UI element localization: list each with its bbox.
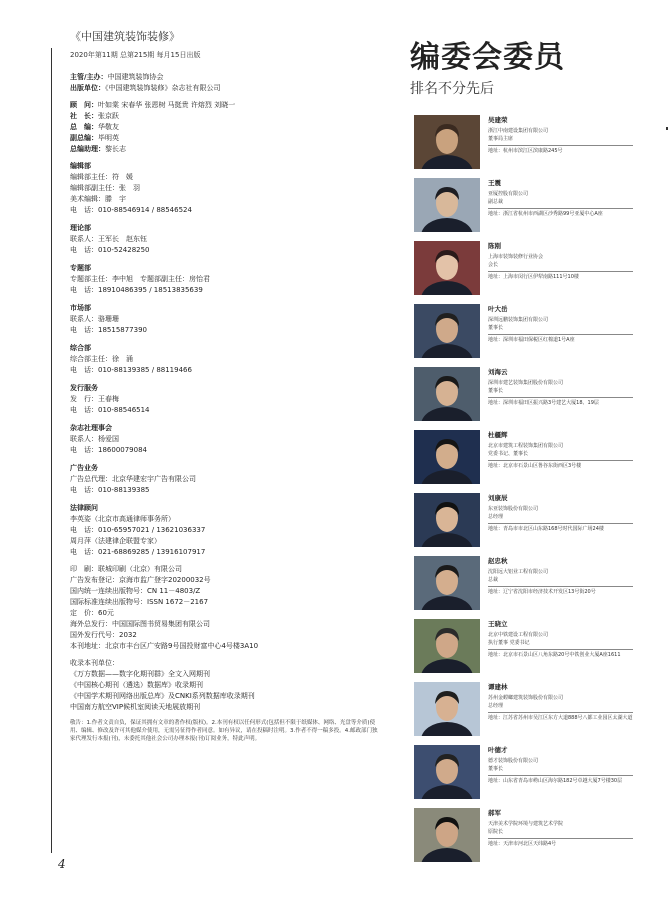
publisher-row bbox=[70, 83, 390, 94]
member-divider bbox=[488, 586, 633, 587]
member-address: 地址：青岛市市北区山东路168号时代国际广场24楼 bbox=[488, 526, 604, 532]
publication-line: 广告发布登记：京海市监广登字20200032号 bbox=[70, 576, 211, 584]
publication-line: 海外总发行：中国国际图书贸易集团有限公司 bbox=[70, 620, 210, 628]
committee-member bbox=[410, 176, 650, 239]
staff-label: 总 编： bbox=[70, 123, 98, 131]
department-line: 编辑部副主任：张 羽 bbox=[70, 184, 140, 192]
member-photo bbox=[414, 430, 480, 484]
member-divider bbox=[488, 649, 633, 650]
portrait-graphic bbox=[414, 493, 480, 547]
member-info bbox=[488, 178, 640, 219]
portrait-graphic bbox=[414, 115, 480, 169]
member-title: 董事长 bbox=[488, 765, 504, 772]
member-address: 地址：深圳市福田区振兴路3号建艺大厦18、19层 bbox=[488, 400, 599, 406]
staff-row bbox=[70, 144, 390, 155]
department-line: 联系人：骆珊珊 bbox=[70, 315, 119, 323]
member-name: 吴建荣 bbox=[488, 116, 508, 124]
member-company: 上海市装饰装修行业协会 bbox=[488, 254, 544, 260]
publication-line: 印 刷：联城印刷（北京）有限公司 bbox=[70, 565, 182, 573]
member-address: 地址：上海市闵行区伊犁南路111号10楼 bbox=[488, 274, 579, 280]
member-address: 地址：北京市石景山区八角东路20号中铁创业大厦A座1611 bbox=[488, 652, 621, 658]
staff-label: 副总编： bbox=[70, 134, 98, 142]
department-line: 电 话：010-52428250 bbox=[70, 246, 150, 254]
indexing-line: 《万方数据——数字化期刊群》全文入网期刊 bbox=[70, 670, 210, 678]
member-address: 地址：天津市河北区天纬路4号 bbox=[488, 841, 557, 847]
member-company: 浙江中南建设集团有限公司 bbox=[488, 128, 549, 134]
member-name: 赵忠秋 bbox=[488, 557, 508, 565]
department-list bbox=[70, 161, 390, 558]
department-heading: 发行服务 bbox=[70, 384, 98, 392]
member-address: 地址：杭州市滨江区滨康路245号 bbox=[488, 148, 563, 154]
staff-value: 张京跃 bbox=[98, 112, 119, 120]
member-name: 刘海云 bbox=[488, 368, 508, 376]
member-photo bbox=[414, 367, 480, 421]
publication-line: 本刊地址：北京市丰台区广安路9号国投财富中心4号楼3A10 bbox=[70, 642, 259, 650]
member-photo bbox=[414, 304, 480, 358]
member-photo bbox=[414, 115, 480, 169]
member-title: 原院长 bbox=[488, 828, 504, 835]
member-title: 总经理 bbox=[488, 702, 504, 709]
committee-title: 编委会委员 bbox=[410, 40, 565, 75]
committee-header bbox=[410, 40, 650, 98]
member-company: 北京中铁建设工程有限公司 bbox=[488, 632, 549, 638]
department-line: 电 话：010-88546514 bbox=[70, 406, 150, 414]
member-address: 地址：浙江省杭州市西湖区沙秀路99号亚厦中心A座 bbox=[488, 211, 603, 217]
member-name: 叶大岳 bbox=[488, 305, 508, 313]
indexing-list bbox=[70, 669, 390, 713]
member-name: 叶德才 bbox=[488, 746, 508, 754]
member-divider bbox=[488, 523, 633, 524]
indexing-line: 《中国核心期刊（遴选）数据库》收录期刊 bbox=[70, 681, 203, 689]
staff-value: 华敬友 bbox=[98, 123, 119, 131]
department-line: 广告总代理：北京华建宏宇广告有限公司 bbox=[70, 475, 196, 483]
member-title: 董事局主席 bbox=[488, 135, 514, 142]
department-line: 电 话：010-88546914 / 88546524 bbox=[70, 206, 192, 214]
portrait-graphic bbox=[414, 304, 480, 358]
member-title: 董事长 bbox=[488, 387, 504, 394]
portrait-graphic bbox=[414, 745, 480, 799]
member-company: 东亚装饰股份有限公司 bbox=[488, 506, 539, 512]
edge-mark bbox=[666, 127, 668, 130]
member-company: 德才装饰股份有限公司 bbox=[488, 758, 539, 764]
member-name: 杜疆辉 bbox=[488, 431, 508, 439]
department-line: 发 行：王春梅 bbox=[70, 395, 119, 403]
department-line: 联系人：杨爱国 bbox=[70, 435, 119, 443]
portrait-graphic bbox=[414, 178, 480, 232]
department-line: 编辑部主任：符 媛 bbox=[70, 173, 133, 181]
member-divider bbox=[488, 838, 633, 839]
member-divider bbox=[488, 712, 633, 713]
member-title: 总裁 bbox=[488, 576, 499, 583]
member-info bbox=[488, 745, 640, 786]
publisher-value: 《中国建筑装饰装修》杂志社有限公司 bbox=[105, 84, 221, 92]
member-company: 深圳市建艺装饰集团股份有限公司 bbox=[488, 380, 564, 386]
page-number: 4 bbox=[58, 857, 66, 871]
publication-line: 国际标准连续出版物号：ISSN 1672－2167 bbox=[70, 598, 209, 606]
staff-label: 社 长： bbox=[70, 112, 98, 120]
publisher-label: 出版单位： bbox=[70, 84, 105, 92]
publisher-label: 主管/主办： bbox=[70, 73, 108, 81]
member-name: 谭建林 bbox=[488, 683, 508, 691]
member-name: 王晓立 bbox=[488, 620, 508, 628]
indexing-title: 收录本刊单位： bbox=[70, 659, 119, 667]
department-line: 综合部主任：徐 涌 bbox=[70, 355, 133, 363]
member-divider bbox=[488, 145, 633, 146]
publication-line: 定 价：60元 bbox=[70, 609, 114, 617]
member-company: 深圳远鹏装饰集团有限公司 bbox=[488, 317, 549, 323]
member-photo bbox=[414, 556, 480, 610]
committee-member-list bbox=[410, 113, 650, 869]
member-photo bbox=[414, 619, 480, 673]
department-heading: 杂志社理事会 bbox=[70, 424, 112, 432]
publication-line: 国内统一连续出版物号：CN 11－4803/Z bbox=[70, 587, 201, 595]
member-title: 副总裁 bbox=[488, 198, 504, 205]
department-line: 美术编辑：滕 宇 bbox=[70, 195, 126, 203]
member-divider bbox=[488, 334, 633, 335]
publisher-value: 中国建筑装饰协会 bbox=[107, 73, 164, 81]
staff-row bbox=[70, 111, 390, 122]
member-divider bbox=[488, 271, 633, 272]
member-company: 天津美术学院环境与建筑艺术学院 bbox=[488, 821, 564, 827]
member-address: 地址：深圳市福田保税区红棉道1号A座 bbox=[488, 337, 575, 343]
member-address: 地址：辽宁省沈阳市经济技术开发区13号街20号 bbox=[488, 589, 596, 595]
member-title: 董事长 bbox=[488, 324, 504, 331]
department-line: 电 话：010-88139385 / 88119466 bbox=[70, 366, 192, 374]
member-photo bbox=[414, 493, 480, 547]
committee-member bbox=[410, 302, 650, 365]
member-photo bbox=[414, 682, 480, 736]
portrait-graphic bbox=[414, 556, 480, 610]
staff-row bbox=[70, 100, 390, 111]
publisher-info bbox=[70, 72, 390, 94]
committee-member bbox=[410, 491, 650, 554]
indexing-line: 中国南方航空VIP候机室阅读天地展放期刊 bbox=[70, 703, 201, 711]
staff-value: 毕明英 bbox=[98, 134, 119, 142]
department-heading: 综合部 bbox=[70, 344, 91, 352]
member-name: 王震 bbox=[488, 179, 501, 187]
member-photo bbox=[414, 178, 480, 232]
portrait-graphic bbox=[414, 241, 480, 295]
committee-subtitle: 排名不分先后 bbox=[410, 81, 494, 97]
department-heading: 理论部 bbox=[70, 224, 91, 232]
department-line: 李英姿（北京市高通律师事务所） bbox=[70, 515, 175, 523]
member-company: 沈阳远大铝业工程有限公司 bbox=[488, 569, 549, 575]
member-title: 总经理 bbox=[488, 513, 504, 520]
department-line: 电 话：010-65957021 / 13621036337 bbox=[70, 526, 206, 534]
staff-label: 总编助理： bbox=[70, 145, 105, 153]
department-heading: 市场部 bbox=[70, 304, 91, 312]
committee-member bbox=[410, 617, 650, 680]
department-line: 电 话：18910486395 / 18513835639 bbox=[70, 286, 203, 294]
committee-member bbox=[410, 743, 650, 806]
committee-member bbox=[410, 365, 650, 428]
member-info bbox=[488, 241, 640, 282]
portrait-graphic bbox=[414, 367, 480, 421]
department-heading: 广告业务 bbox=[70, 464, 98, 472]
member-divider bbox=[488, 397, 633, 398]
masthead-column bbox=[70, 28, 390, 743]
committee-member bbox=[410, 806, 650, 869]
member-divider bbox=[488, 208, 633, 209]
member-info bbox=[488, 556, 640, 597]
member-title: 党委书记、董事长 bbox=[488, 450, 529, 457]
member-name: 陈刚 bbox=[488, 242, 501, 250]
committee-member bbox=[410, 680, 650, 743]
member-company: 北京市建筑工程装饰集团有限公司 bbox=[488, 443, 564, 449]
notice-text: 敬告：1.作者文责自负，保证其拥有文章的著作权(版权)。2.本刊有权以任何形式(包括但不限于纸媒体、网络、光盘等介质)使用、编辑、修改及许可其他媒介使用，无需另征得作者同意。如有异议，请在投稿时注明。3.作者不得一稿多投。4.邮政部门独家代理发行本报(刊)，未委托其他社会公司办理本报(刊)订阅业务，特此声明。 bbox=[70, 720, 378, 742]
department-line: 电 话：010-88139385 bbox=[70, 486, 150, 494]
member-photo bbox=[414, 808, 480, 862]
department-line: 周月萍（法建律企联盟专家） bbox=[70, 537, 161, 545]
member-address: 地址：山东省青岛市崂山区海尔路182号卓越大厦7号楼30层 bbox=[488, 778, 623, 784]
member-info bbox=[488, 115, 640, 156]
member-company: 亚厦控股有限公司 bbox=[488, 191, 529, 197]
magazine-title: 《中国建筑装饰装修》 bbox=[70, 30, 180, 43]
member-photo bbox=[414, 241, 480, 295]
publisher-row bbox=[70, 72, 390, 83]
department-heading: 专题部 bbox=[70, 264, 91, 272]
member-title: 执行董事 党委书记 bbox=[488, 639, 530, 646]
portrait-graphic bbox=[414, 619, 480, 673]
staff-value: 叶如棠 宋春华 张恩树 马挺贵 许熔烈 刘晓一 bbox=[98, 101, 236, 109]
publication-info bbox=[70, 564, 390, 652]
department-heading: 编辑部 bbox=[70, 162, 91, 170]
member-photo bbox=[414, 745, 480, 799]
portrait-graphic bbox=[414, 682, 480, 736]
staff-row bbox=[70, 122, 390, 133]
member-name: 郝军 bbox=[488, 809, 501, 817]
department-line: 电 话：021-68869285 / 13916107917 bbox=[70, 548, 206, 556]
member-info bbox=[488, 808, 640, 849]
member-info bbox=[488, 493, 640, 534]
member-info bbox=[488, 304, 640, 345]
committee-member bbox=[410, 554, 650, 617]
member-info bbox=[488, 682, 640, 723]
member-title: 会长 bbox=[488, 261, 499, 268]
left-column-rule bbox=[51, 48, 52, 853]
member-address: 地址：江苏省苏州市吴江区东方大道888号八都工业园区太湖大道 bbox=[488, 715, 633, 721]
department-line: 专题部主任：李中旭 专题部副主任：房怡君 bbox=[70, 275, 210, 283]
staff-row bbox=[70, 133, 390, 144]
committee-member bbox=[410, 428, 650, 491]
member-divider bbox=[488, 775, 633, 776]
member-company: 苏州金螳螂建筑装饰股份有限公司 bbox=[488, 695, 564, 701]
staff-label: 顾 问： bbox=[70, 101, 98, 109]
member-info bbox=[488, 367, 640, 408]
member-info bbox=[488, 430, 640, 471]
portrait-graphic bbox=[414, 808, 480, 862]
member-divider bbox=[488, 460, 633, 461]
publication-line: 国外发行代号：2032 bbox=[70, 631, 137, 639]
department-heading: 法律顾问 bbox=[70, 504, 98, 512]
issue-line: 2020年第11期 总第215期 每月15日出版 bbox=[70, 51, 201, 59]
member-address: 地址：北京市石景山区鲁谷东街西区3号楼 bbox=[488, 463, 582, 469]
department-line: 联系人：王军长 赵东钰 bbox=[70, 235, 147, 243]
committee-member bbox=[410, 239, 650, 302]
department-line: 电 话：18515877390 bbox=[70, 326, 147, 334]
member-info bbox=[488, 619, 640, 660]
committee-member bbox=[410, 113, 650, 176]
member-name: 刘康辰 bbox=[488, 494, 508, 502]
department-line: 电 话：18600079084 bbox=[70, 446, 147, 454]
portrait-graphic bbox=[414, 430, 480, 484]
staff-value: 黎长志 bbox=[105, 145, 126, 153]
indexing-line: 《中国学术期刊网络出版总库》及CNKI系列数据库收录期刊 bbox=[70, 692, 255, 700]
staff-list bbox=[70, 100, 390, 155]
